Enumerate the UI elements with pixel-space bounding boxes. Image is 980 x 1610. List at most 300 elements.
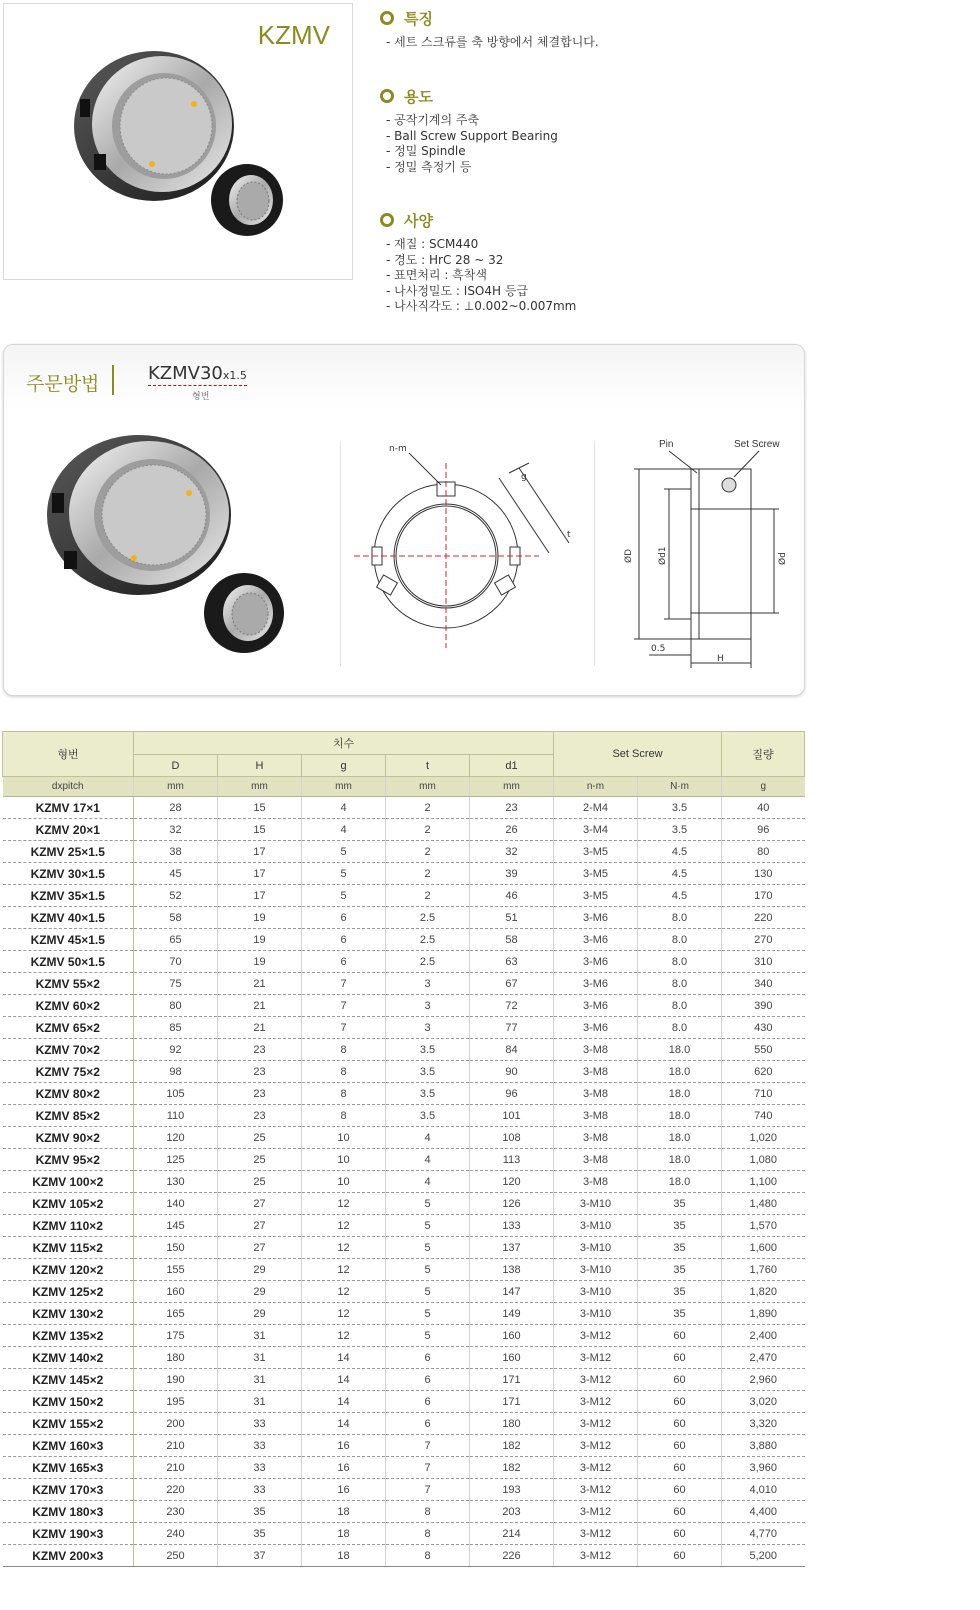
table-cell: 3.5	[638, 797, 722, 819]
table-cell: 7	[386, 1457, 470, 1479]
table-cell: 15	[218, 797, 302, 819]
model-cell: KZMV 120×2	[3, 1259, 134, 1281]
list-item: - 나사정밀도 : ISO4H 등급	[386, 283, 529, 298]
table-cell: 23	[218, 1105, 302, 1127]
model-cell: KZMV 110×2	[3, 1215, 134, 1237]
table-cell: 120	[134, 1127, 218, 1149]
table-cell: 5	[386, 1237, 470, 1259]
table-cell: 19	[218, 907, 302, 929]
table-cell: 7	[302, 973, 386, 995]
table-cell: 3-M10	[554, 1281, 638, 1303]
table-cell: 26	[470, 819, 554, 841]
table-cell: 35	[638, 1193, 722, 1215]
table-cell: 6	[302, 951, 386, 973]
table-cell: 12	[302, 1303, 386, 1325]
feature-heading: 특징	[380, 8, 800, 29]
table-cell: 6	[386, 1413, 470, 1435]
table-cell: 1,100	[722, 1171, 805, 1193]
table-cell: 18.0	[638, 1149, 722, 1171]
table-row	[3, 1171, 805, 1193]
col-header-t: t	[386, 755, 470, 777]
col-header-set-screw: Set Screw	[554, 732, 722, 777]
table-cell: 3-M12	[554, 1369, 638, 1391]
table-cell: 8	[302, 1105, 386, 1127]
unit-cell: mm	[386, 777, 470, 797]
col-header-D: D	[134, 755, 218, 777]
order-method-box	[3, 344, 805, 696]
table-cell: 25	[218, 1127, 302, 1149]
table-cell: 113	[470, 1149, 554, 1171]
table-cell: 180	[470, 1413, 554, 1435]
table-cell: 125	[134, 1149, 218, 1171]
table-cell: 8.0	[638, 1017, 722, 1039]
table-cell: 12	[302, 1259, 386, 1281]
unit-cell: N·m	[638, 777, 722, 797]
table-row	[3, 1325, 805, 1347]
table-cell: 1,600	[722, 1237, 805, 1259]
circle-bullet-icon	[380, 213, 394, 227]
table-row	[3, 907, 805, 929]
table-cell: 6	[386, 1391, 470, 1413]
table-cell: 3-M12	[554, 1325, 638, 1347]
table-cell: 3-M6	[554, 907, 638, 929]
table-cell: 180	[134, 1347, 218, 1369]
model-cell: KZMV 17×1	[3, 797, 134, 819]
table-cell: 84	[470, 1039, 554, 1061]
model-cell: KZMV 160×3	[3, 1435, 134, 1457]
table-cell: 10	[302, 1127, 386, 1149]
table-row	[3, 1347, 805, 1369]
table-cell: 133	[470, 1215, 554, 1237]
table-cell: 8.0	[638, 929, 722, 951]
model-cell: KZMV 135×2	[3, 1325, 134, 1347]
table-cell: 23	[218, 1061, 302, 1083]
table-cell: 145	[134, 1215, 218, 1237]
table-cell: 3	[386, 995, 470, 1017]
table-cell: 12	[302, 1237, 386, 1259]
table-cell: 3,880	[722, 1435, 805, 1457]
model-cell: KZMV 70×2	[3, 1039, 134, 1061]
table-cell: 10	[302, 1149, 386, 1171]
table-cell: 60	[638, 1413, 722, 1435]
table-cell: 3,960	[722, 1457, 805, 1479]
model-cell: KZMV 200×3	[3, 1545, 134, 1567]
table-cell: 3-M8	[554, 1127, 638, 1149]
table-cell: 160	[470, 1325, 554, 1347]
table-cell: 6	[302, 907, 386, 929]
table-row	[3, 1457, 805, 1479]
table-cell: 12	[302, 1215, 386, 1237]
table-cell: 35	[638, 1259, 722, 1281]
table-cell: 3,320	[722, 1413, 805, 1435]
table-cell: 4	[302, 819, 386, 841]
table-cell: 16	[302, 1457, 386, 1479]
table-cell: 14	[302, 1347, 386, 1369]
table-cell: 60	[638, 1545, 722, 1567]
table-cell: 3-M6	[554, 951, 638, 973]
table-row	[3, 1369, 805, 1391]
table-cell: 45	[134, 863, 218, 885]
table-cell: 210	[134, 1435, 218, 1457]
unit-cell: mm	[218, 777, 302, 797]
label-g: g	[521, 472, 527, 482]
table-cell: 14	[302, 1391, 386, 1413]
table-cell: 3-M10	[554, 1259, 638, 1281]
table-cell: 182	[470, 1435, 554, 1457]
list-item: - 나사직각도 : ⊥0.002~0.007mm	[386, 299, 577, 313]
model-cell: KZMV 170×3	[3, 1479, 134, 1501]
model-cell: KZMV 165×3	[3, 1457, 134, 1479]
table-cell: 39	[470, 863, 554, 885]
table-cell: 149	[470, 1303, 554, 1325]
table-cell: 10	[302, 1171, 386, 1193]
table-cell: 3-M4	[554, 819, 638, 841]
table-row	[3, 1391, 805, 1413]
table-cell: 77	[470, 1017, 554, 1039]
table-row	[3, 1303, 805, 1325]
col-header-H: H	[218, 755, 302, 777]
table-cell: 31	[218, 1347, 302, 1369]
table-cell: 7	[302, 995, 386, 1017]
table-cell: 3-M12	[554, 1501, 638, 1523]
table-cell: 15	[218, 819, 302, 841]
table-cell: 33	[218, 1479, 302, 1501]
unit-cell: n-m	[554, 777, 638, 797]
table-cell: 8	[386, 1523, 470, 1545]
table-cell: 1,020	[722, 1127, 805, 1149]
table-cell: 110	[134, 1105, 218, 1127]
table-cell: 2	[386, 841, 470, 863]
table-cell: 3	[386, 973, 470, 995]
list-item: - 정밀 Spindle	[386, 144, 466, 158]
table-cell: 21	[218, 973, 302, 995]
table-cell: 51	[470, 907, 554, 929]
table-cell: 5	[386, 1281, 470, 1303]
product-image-box	[3, 3, 353, 280]
model-cell: KZMV 80×2	[3, 1083, 134, 1105]
list-item: - 정밀 측정기 등	[386, 159, 472, 174]
product-name: KZMV	[257, 20, 330, 50]
table-row	[3, 863, 805, 885]
table-row	[3, 1215, 805, 1237]
table-cell: 171	[470, 1369, 554, 1391]
table-cell: 130	[722, 863, 805, 885]
spec-table	[2, 731, 805, 1567]
table-cell: 3-M10	[554, 1237, 638, 1259]
table-cell: 240	[134, 1523, 218, 1545]
table-cell: 3-M8	[554, 1039, 638, 1061]
table-cell: 32	[134, 819, 218, 841]
table-cell: 3-M12	[554, 1545, 638, 1567]
table-cell: 5	[386, 1259, 470, 1281]
table-cell: 35	[638, 1281, 722, 1303]
table-cell: 18.0	[638, 1171, 722, 1193]
table-cell: 60	[638, 1457, 722, 1479]
table-cell: 2	[386, 797, 470, 819]
table-cell: 29	[218, 1259, 302, 1281]
unit-cell: mm	[302, 777, 386, 797]
model-cell: KZMV 65×2	[3, 1017, 134, 1039]
table-cell: 3-M8	[554, 1149, 638, 1171]
table-cell: 270	[722, 929, 805, 951]
label-set-screw: Set Screw	[734, 439, 780, 450]
model-cell: KZMV 60×2	[3, 995, 134, 1017]
table-cell: 4	[386, 1149, 470, 1171]
usage-list	[386, 113, 800, 175]
table-cell: 35	[218, 1501, 302, 1523]
table-cell: 182	[470, 1457, 554, 1479]
table-cell: 5,200	[722, 1545, 805, 1567]
table-cell: 8	[302, 1083, 386, 1105]
table-cell: 4.5	[638, 841, 722, 863]
table-cell: 8	[302, 1039, 386, 1061]
label-D: ØD	[624, 548, 634, 563]
col-header-dimensions: 치수	[134, 732, 554, 755]
model-cell: KZMV 40×1.5	[3, 907, 134, 929]
table-row	[3, 1237, 805, 1259]
table-cell: 3-M8	[554, 1171, 638, 1193]
table-row	[3, 1105, 805, 1127]
divider	[340, 441, 341, 666]
label-n-m: n-m	[389, 444, 407, 454]
table-cell: 430	[722, 1017, 805, 1039]
table-cell: 6	[386, 1347, 470, 1369]
table-cell: 4,400	[722, 1501, 805, 1523]
table-row	[3, 1127, 805, 1149]
table-cell: 4.5	[638, 863, 722, 885]
model-cell: KZMV 45×1.5	[3, 929, 134, 951]
table-cell: 2	[386, 863, 470, 885]
list-item: - 경도 : HrC 28 ~ 32	[386, 252, 504, 267]
divider	[594, 441, 595, 666]
table-cell: 31	[218, 1391, 302, 1413]
model-cell: KZMV 145×2	[3, 1369, 134, 1391]
order-code-caption: 형번	[192, 392, 210, 402]
table-cell: 4.5	[638, 885, 722, 907]
table-cell: 160	[470, 1347, 554, 1369]
table-cell: 3-M5	[554, 863, 638, 885]
order-header	[4, 345, 804, 409]
side-view-drawing	[619, 433, 799, 683]
table-cell: 14	[302, 1413, 386, 1435]
table-cell: 4,770	[722, 1523, 805, 1545]
table-row	[3, 1281, 805, 1303]
table-cell: 8	[302, 1061, 386, 1083]
table-cell: 23	[218, 1083, 302, 1105]
model-cell: KZMV 75×2	[3, 1061, 134, 1083]
table-cell: 8.0	[638, 907, 722, 929]
table-row	[3, 1017, 805, 1039]
table-cell: 3.5	[386, 1105, 470, 1127]
unit-cell: mm	[470, 777, 554, 797]
table-cell: 18.0	[638, 1127, 722, 1149]
table-cell: 3-M6	[554, 973, 638, 995]
table-cell: 3-M12	[554, 1523, 638, 1545]
unit-row	[3, 777, 805, 797]
table-cell: 105	[134, 1083, 218, 1105]
table-cell: 27	[218, 1193, 302, 1215]
feature-list	[386, 35, 800, 51]
table-cell: 3	[386, 1017, 470, 1039]
table-cell: 16	[302, 1479, 386, 1501]
model-cell: KZMV 155×2	[3, 1413, 134, 1435]
table-cell: 16	[302, 1435, 386, 1457]
spec-heading: 사양	[380, 210, 800, 231]
table-cell: 29	[218, 1303, 302, 1325]
table-cell: 2	[386, 819, 470, 841]
table-row	[3, 1083, 805, 1105]
table-cell: 3-M8	[554, 1061, 638, 1083]
table-row	[3, 841, 805, 863]
table-cell: 3-M10	[554, 1215, 638, 1237]
table-cell: 203	[470, 1501, 554, 1523]
model-cell: KZMV 115×2	[3, 1237, 134, 1259]
table-cell: 17	[218, 841, 302, 863]
table-cell: 29	[218, 1281, 302, 1303]
table-cell: 3-M12	[554, 1457, 638, 1479]
table-cell: 3-M6	[554, 995, 638, 1017]
model-cell: KZMV 55×2	[3, 973, 134, 995]
table-cell: 96	[722, 819, 805, 841]
unit-cell: g	[722, 777, 805, 797]
table-cell: 140	[134, 1193, 218, 1215]
table-cell: 130	[134, 1171, 218, 1193]
table-cell: 190	[134, 1369, 218, 1391]
table-cell: 58	[470, 929, 554, 951]
table-row	[3, 1259, 805, 1281]
table-cell: 5	[386, 1215, 470, 1237]
table-cell: 60	[638, 1523, 722, 1545]
table-cell: 80	[134, 995, 218, 1017]
table-cell: 40	[722, 797, 805, 819]
table-row	[3, 885, 805, 907]
table-row	[3, 1435, 805, 1457]
table-cell: 25	[218, 1149, 302, 1171]
table-cell: 120	[470, 1171, 554, 1193]
table-cell: 3-M6	[554, 929, 638, 951]
table-cell: 18.0	[638, 1105, 722, 1127]
list-item: - 공작기계의 주축	[386, 113, 480, 127]
table-cell: 33	[218, 1413, 302, 1435]
table-cell: 7	[386, 1435, 470, 1457]
model-cell: KZMV 90×2	[3, 1127, 134, 1149]
table-cell: 3.5	[386, 1083, 470, 1105]
table-cell: 3-M12	[554, 1435, 638, 1457]
table-cell: 3-M5	[554, 841, 638, 863]
col-header-d1: d1	[470, 755, 554, 777]
table-cell: 75	[134, 973, 218, 995]
table-cell: 740	[722, 1105, 805, 1127]
table-row	[3, 929, 805, 951]
order-title: 주문방법	[26, 373, 100, 395]
circle-bullet-icon	[380, 89, 394, 103]
table-cell: 1,480	[722, 1193, 805, 1215]
table-cell: 138	[470, 1259, 554, 1281]
table-cell: 550	[722, 1039, 805, 1061]
table-cell: 1,080	[722, 1149, 805, 1171]
model-cell: KZMV 125×2	[3, 1281, 134, 1303]
usage-section	[380, 86, 800, 175]
table-row	[3, 1413, 805, 1435]
table-cell: 150	[134, 1237, 218, 1259]
table-cell: 35	[638, 1303, 722, 1325]
table-cell: 8.0	[638, 973, 722, 995]
table-cell: 65	[134, 929, 218, 951]
table-cell: 3-M8	[554, 1083, 638, 1105]
table-cell: 2,400	[722, 1325, 805, 1347]
order-code-pitch: x1.5	[222, 369, 247, 382]
label-d1: Ød1	[658, 546, 668, 565]
model-cell: KZMV 150×2	[3, 1391, 134, 1413]
table-cell: 52	[134, 885, 218, 907]
table-cell: 19	[218, 929, 302, 951]
table-row	[3, 973, 805, 995]
table-cell: 2.5	[386, 929, 470, 951]
table-cell: 5	[302, 841, 386, 863]
table-cell: 250	[134, 1545, 218, 1567]
table-row	[3, 1039, 805, 1061]
table-cell: 1,890	[722, 1303, 805, 1325]
model-cell: KZMV 30×1.5	[3, 863, 134, 885]
table-row	[3, 1061, 805, 1083]
table-cell: 214	[470, 1523, 554, 1545]
list-item: - 세트 스크류를 축 방향에서 체결합니다.	[386, 35, 599, 49]
table-cell: 31	[218, 1325, 302, 1347]
table-row	[3, 1479, 805, 1501]
lock-nut-photo	[4, 4, 354, 281]
table-row	[3, 951, 805, 973]
table-cell: 35	[638, 1215, 722, 1237]
table-cell: 33	[218, 1435, 302, 1457]
table-cell: 90	[470, 1061, 554, 1083]
table-cell: 2.5	[386, 907, 470, 929]
table-cell: 340	[722, 973, 805, 995]
model-cell: KZMV 140×2	[3, 1347, 134, 1369]
table-cell: 21	[218, 995, 302, 1017]
col-header-g: g	[302, 755, 386, 777]
table-cell: 1,760	[722, 1259, 805, 1281]
table-row	[3, 995, 805, 1017]
table-cell: 98	[134, 1061, 218, 1083]
table-cell: 3.5	[638, 819, 722, 841]
table-cell: 3-M12	[554, 1413, 638, 1435]
table-cell: 33	[218, 1457, 302, 1479]
table-cell: 67	[470, 973, 554, 995]
table-cell: 32	[470, 841, 554, 863]
table-cell: 220	[722, 907, 805, 929]
table-cell: 21	[218, 1017, 302, 1039]
table-cell: 60	[638, 1391, 722, 1413]
table-row	[3, 1193, 805, 1215]
table-cell: 5	[386, 1193, 470, 1215]
table-cell: 25	[218, 1171, 302, 1193]
table-cell: 230	[134, 1501, 218, 1523]
model-cell: KZMV 50×1.5	[3, 951, 134, 973]
table-cell: 160	[134, 1281, 218, 1303]
front-view-drawing	[349, 433, 589, 673]
table-cell: 4,010	[722, 1479, 805, 1501]
order-code	[148, 363, 247, 386]
table-cell: 170	[722, 885, 805, 907]
table-cell: 165	[134, 1303, 218, 1325]
table-cell: 195	[134, 1391, 218, 1413]
table-cell: 28	[134, 797, 218, 819]
table-cell: 137	[470, 1237, 554, 1259]
table-cell: 18	[302, 1523, 386, 1545]
table-cell: 7	[386, 1479, 470, 1501]
table-cell: 18.0	[638, 1061, 722, 1083]
table-cell: 155	[134, 1259, 218, 1281]
